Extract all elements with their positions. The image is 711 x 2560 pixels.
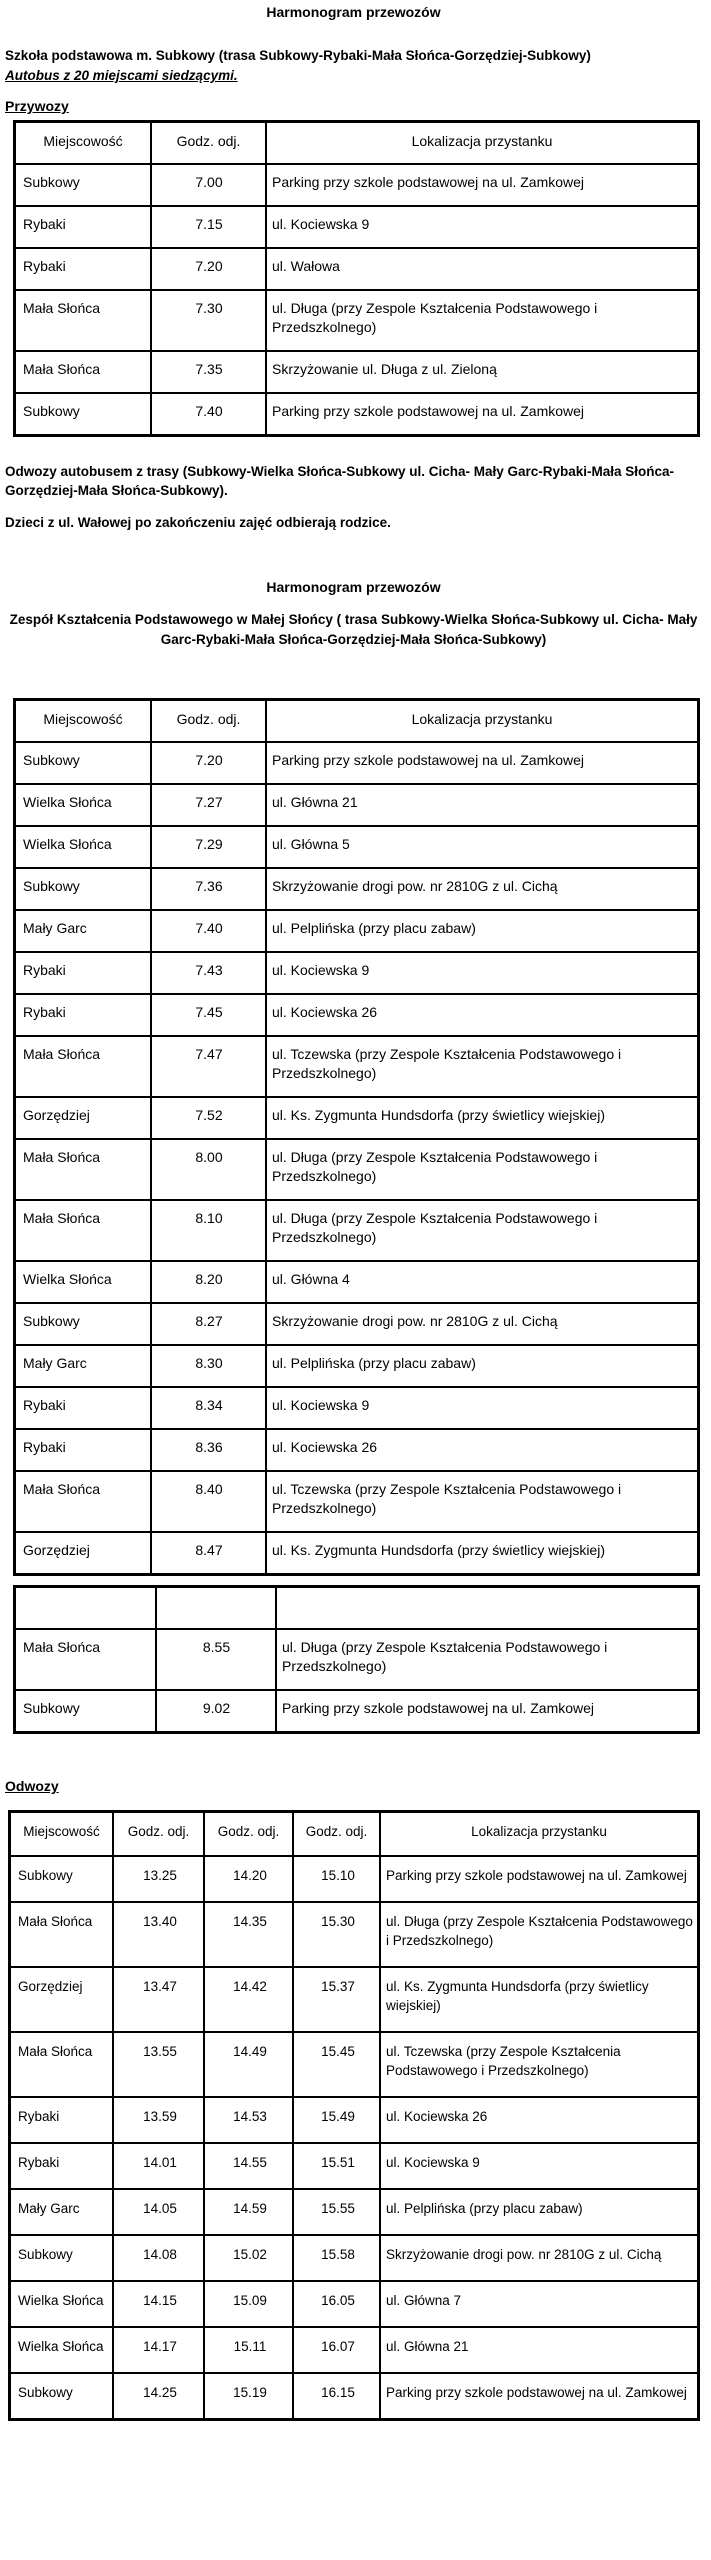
table-cell bbox=[156, 1587, 276, 1630]
table-cell: 7.00 bbox=[151, 164, 266, 206]
table-cell: Mała Słońca bbox=[15, 1139, 152, 1200]
table-cell: 14.59 bbox=[204, 2189, 293, 2235]
table-cell: Skrzyżowanie drogi pow. nr 2810G z ul. Cichą bbox=[380, 2235, 699, 2281]
table-row bbox=[15, 1139, 699, 1200]
table-cell: 14.35 bbox=[204, 1902, 293, 1967]
table-cell: ul. Ks. Zygmunta Hundsdorfa (przy świetlicy wiejskiej) bbox=[266, 1532, 699, 1575]
column-header: Lokalizacja przystanku bbox=[266, 700, 699, 743]
table-cell: 15.19 bbox=[204, 2373, 293, 2420]
section3-departures-heading: Odwozy bbox=[5, 1778, 59, 1794]
table-header-row bbox=[15, 122, 699, 165]
table-cell: Mała Słońca bbox=[15, 1200, 152, 1261]
table-cell: Gorzędziej bbox=[10, 1967, 114, 2032]
table-row bbox=[15, 1261, 699, 1303]
table-cell: 14.53 bbox=[204, 2097, 293, 2143]
table-row bbox=[10, 2097, 699, 2143]
section1-parents-note: Dzieci z ul. Wałowej po zakończeniu zajęć odbierają rodzice. bbox=[5, 515, 391, 530]
arrivals-table-section1 bbox=[13, 120, 700, 437]
table-cell: 13.25 bbox=[113, 1856, 204, 1902]
table-cell: 15.45 bbox=[293, 2032, 380, 2097]
table-cell: Mała Słońca bbox=[15, 1036, 152, 1097]
table-cell: ul. Pelplińska (przy placu zabaw) bbox=[266, 910, 699, 952]
table-cell: ul. Tczewska (przy Zespole Kształcenia Podstawowego i Przedszkolnego) bbox=[266, 1471, 699, 1532]
table-row bbox=[15, 248, 699, 290]
table-row bbox=[15, 393, 699, 436]
table-cell: 8.47 bbox=[151, 1532, 266, 1575]
section1-route-line: Szkoła podstawowa m. Subkowy (trasa Subkowy-Rybaki-Mała Słońca-Gorzędziej-Subkowy) bbox=[5, 48, 591, 63]
table-row bbox=[10, 1902, 699, 1967]
table-cell: Subkowy bbox=[15, 1690, 157, 1733]
column-header: Godz. odj. bbox=[151, 700, 266, 743]
table-cell: 8.40 bbox=[151, 1471, 266, 1532]
table-row bbox=[15, 784, 699, 826]
table-cell: ul. Długa (przy Zespole Kształcenia Podstawowego i Przedszkolnego) bbox=[266, 1139, 699, 1200]
table-cell: Subkowy bbox=[15, 1303, 152, 1345]
table-row bbox=[15, 1429, 699, 1471]
table-row bbox=[15, 164, 699, 206]
table-cell: 13.47 bbox=[113, 1967, 204, 2032]
table-cell: Wielka Słońca bbox=[10, 2281, 114, 2327]
table-cell: 13.55 bbox=[113, 2032, 204, 2097]
table-cell: 15.11 bbox=[204, 2327, 293, 2373]
table-cell bbox=[276, 1587, 699, 1630]
table-row bbox=[10, 2281, 699, 2327]
document-title: Harmonogram przewozów bbox=[266, 4, 441, 20]
table-cell: 7.36 bbox=[151, 868, 266, 910]
table-cell: 8.00 bbox=[151, 1139, 266, 1200]
table-cell: 16.15 bbox=[293, 2373, 380, 2420]
arrivals-table-section2 bbox=[13, 698, 700, 1576]
table-cell: Mały Garc bbox=[15, 1345, 152, 1387]
table-row bbox=[15, 910, 699, 952]
column-header: Godz. odj. bbox=[293, 1812, 380, 1857]
table-cell: 8.20 bbox=[151, 1261, 266, 1303]
table-cell: Rybaki bbox=[15, 248, 152, 290]
table-cell: 15.55 bbox=[293, 2189, 380, 2235]
table-cell: 9.02 bbox=[156, 1690, 276, 1733]
table-cell: ul. Tczewska (przy Zespole Kształcenia Podstawowego i Przedszkolnego) bbox=[380, 2032, 699, 2097]
table-cell: Mała Słońca bbox=[10, 1902, 114, 1967]
table-row bbox=[15, 1387, 699, 1429]
table-cell: 7.27 bbox=[151, 784, 266, 826]
table-row bbox=[15, 1036, 699, 1097]
table-cell: Subkowy bbox=[15, 742, 152, 784]
document-title-2: Harmonogram przewozów bbox=[266, 579, 441, 595]
table-cell: Mała Słońca bbox=[15, 290, 152, 351]
table-cell: Gorzędziej bbox=[15, 1532, 152, 1575]
table-row bbox=[10, 2032, 699, 2097]
table-cell: 14.25 bbox=[113, 2373, 204, 2420]
table-cell: ul. Wałowa bbox=[266, 248, 699, 290]
table-cell: 8.27 bbox=[151, 1303, 266, 1345]
table-cell: 15.10 bbox=[293, 1856, 380, 1902]
table-row bbox=[15, 206, 699, 248]
table-row bbox=[15, 1345, 699, 1387]
table-cell: ul. Kociewska 26 bbox=[380, 2097, 699, 2143]
column-header: Godz. odj. bbox=[204, 1812, 293, 1857]
table-cell: 7.15 bbox=[151, 206, 266, 248]
table-cell: Mała Słońca bbox=[15, 1629, 157, 1690]
column-header: Miejscowość bbox=[15, 700, 152, 743]
departures-table bbox=[8, 1810, 700, 2421]
table-cell: 14.17 bbox=[113, 2327, 204, 2373]
table-cell: Subkowy bbox=[10, 1856, 114, 1902]
section2-route-line: Zespół Kształcenia Podstawowego w Małej Słońcy ( trasa Subkowy-Wielka Słońca-Subkowy ul. Cicha- Mały Garc-Rybaki-Mała Słońca-Gorzędziej-Mała Słońca-Subkowy) bbox=[9, 612, 698, 647]
table-row bbox=[10, 2189, 699, 2235]
table-cell: 7.29 bbox=[151, 826, 266, 868]
table-cell: ul. Długa (przy Zespole Kształcenia Podstawowego i Przedszkolnego) bbox=[266, 1200, 699, 1261]
table-cell: ul. Pelplińska (przy placu zabaw) bbox=[266, 1345, 699, 1387]
table-cell: 14.08 bbox=[113, 2235, 204, 2281]
table-row bbox=[15, 1629, 699, 1690]
table-cell: Subkowy bbox=[10, 2373, 114, 2420]
table-cell: 7.45 bbox=[151, 994, 266, 1036]
column-header: Lokalizacja przystanku bbox=[266, 122, 699, 165]
table-cell: ul. Kociewska 9 bbox=[266, 952, 699, 994]
table-cell: 15.02 bbox=[204, 2235, 293, 2281]
table-cell: Rybaki bbox=[15, 994, 152, 1036]
table-row bbox=[10, 1856, 699, 1902]
table-cell: 7.43 bbox=[151, 952, 266, 994]
table-cell: 7.30 bbox=[151, 290, 266, 351]
table-cell: ul. Kociewska 26 bbox=[266, 994, 699, 1036]
table-cell: 15.09 bbox=[204, 2281, 293, 2327]
table-cell: ul. Kociewska 26 bbox=[266, 1429, 699, 1471]
table-cell: 15.51 bbox=[293, 2143, 380, 2189]
table-row bbox=[15, 1471, 699, 1532]
table-cell: Mała Słońca bbox=[15, 1471, 152, 1532]
table-row bbox=[10, 2143, 699, 2189]
column-header: Godz. odj. bbox=[151, 122, 266, 165]
table-cell: ul. Ks. Zygmunta Hundsdorfa (przy świetlicy wiejskiej) bbox=[380, 1967, 699, 2032]
table-header-row bbox=[15, 700, 699, 743]
table-cell: 7.20 bbox=[151, 248, 266, 290]
table-cell: 8.55 bbox=[156, 1629, 276, 1690]
table-cell: ul. Tczewska (przy Zespole Kształcenia Podstawowego i Przedszkolnego) bbox=[266, 1036, 699, 1097]
table-cell: Subkowy bbox=[15, 868, 152, 910]
table-cell: Mała Słońca bbox=[15, 351, 152, 393]
table-row bbox=[15, 1200, 699, 1261]
table-cell: Gorzędziej bbox=[15, 1097, 152, 1139]
table-cell: 7.40 bbox=[151, 393, 266, 436]
table-cell: ul. Kociewska 9 bbox=[380, 2143, 699, 2189]
table-row bbox=[15, 994, 699, 1036]
table-row bbox=[15, 1690, 699, 1733]
table-cell: 15.58 bbox=[293, 2235, 380, 2281]
table-cell: 15.49 bbox=[293, 2097, 380, 2143]
table-cell: 8.10 bbox=[151, 1200, 266, 1261]
table-cell: Wielka Słońca bbox=[15, 826, 152, 868]
table-cell: 16.05 bbox=[293, 2281, 380, 2327]
table-cell: 7.35 bbox=[151, 351, 266, 393]
table-cell: ul. Główna 21 bbox=[266, 784, 699, 826]
table-cell: Rybaki bbox=[15, 206, 152, 248]
table-cell: Parking przy szkole podstawowej na ul. Zamkowej bbox=[276, 1690, 699, 1733]
table-cell: 8.34 bbox=[151, 1387, 266, 1429]
arrivals-extra-table-section2 bbox=[13, 1585, 700, 1734]
table-cell: ul. Pelplińska (przy placu zabaw) bbox=[380, 2189, 699, 2235]
table-cell: 7.47 bbox=[151, 1036, 266, 1097]
column-header: Miejscowość bbox=[10, 1812, 114, 1857]
table-cell: Skrzyżowanie drogi pow. nr 2810G z ul. Cichą bbox=[266, 868, 699, 910]
table-row bbox=[10, 1967, 699, 2032]
table-cell: 13.59 bbox=[113, 2097, 204, 2143]
table-cell: Rybaki bbox=[15, 952, 152, 994]
table-cell: Rybaki bbox=[15, 1429, 152, 1471]
table-row bbox=[15, 868, 699, 910]
table-cell: ul. Długa (przy Zespole Kształcenia Podstawowego i Przedszkolnego) bbox=[276, 1629, 699, 1690]
table-cell: ul. Kociewska 9 bbox=[266, 1387, 699, 1429]
table-cell: ul. Główna 5 bbox=[266, 826, 699, 868]
table-row bbox=[15, 952, 699, 994]
table-cell: Parking przy szkole podstawowej na ul. Zamkowej bbox=[266, 742, 699, 784]
table-cell: Subkowy bbox=[15, 393, 152, 436]
table-cell: Mały Garc bbox=[15, 910, 152, 952]
table-cell: 7.40 bbox=[151, 910, 266, 952]
table-cell: Parking przy szkole podstawowej na ul. Zamkowej bbox=[380, 2373, 699, 2420]
table-row bbox=[15, 1532, 699, 1575]
table-row bbox=[15, 1587, 699, 1630]
table-cell: 15.37 bbox=[293, 1967, 380, 2032]
table-cell: 14.05 bbox=[113, 2189, 204, 2235]
table-cell: 8.30 bbox=[151, 1345, 266, 1387]
table-cell: 14.20 bbox=[204, 1856, 293, 1902]
table-row bbox=[10, 2373, 699, 2420]
table-cell: Parking przy szkole podstawowej na ul. Zamkowej bbox=[380, 1856, 699, 1902]
table-row bbox=[15, 742, 699, 784]
table-cell: ul. Główna 7 bbox=[380, 2281, 699, 2327]
table-cell: ul. Ks. Zygmunta Hundsdorfa (przy świetlicy wiejskiej) bbox=[266, 1097, 699, 1139]
table-cell: 14.55 bbox=[204, 2143, 293, 2189]
table-cell: 7.52 bbox=[151, 1097, 266, 1139]
table-cell: Rybaki bbox=[10, 2097, 114, 2143]
table-cell: ul. Długa (przy Zespole Kształcenia Podstawowego i Przedszkolnego) bbox=[380, 1902, 699, 1967]
table-cell: 14.01 bbox=[113, 2143, 204, 2189]
table-cell: Rybaki bbox=[10, 2143, 114, 2189]
table-cell: Mała Słońca bbox=[10, 2032, 114, 2097]
table-cell: ul. Kociewska 9 bbox=[266, 206, 699, 248]
table-header-row bbox=[10, 1812, 699, 1857]
table-cell: ul. Długa (przy Zespole Kształcenia Podstawowego i Przedszkolnego) bbox=[266, 290, 699, 351]
table-row bbox=[15, 1303, 699, 1345]
table-row bbox=[10, 2327, 699, 2373]
column-header: Godz. odj. bbox=[113, 1812, 204, 1857]
table-cell: ul. Główna 21 bbox=[380, 2327, 699, 2373]
column-header: Lokalizacja przystanku bbox=[380, 1812, 699, 1857]
table-cell: 14.42 bbox=[204, 1967, 293, 2032]
section1-arrivals-heading: Przywozy bbox=[5, 98, 69, 114]
table-cell: Rybaki bbox=[15, 1387, 152, 1429]
table-row bbox=[15, 290, 699, 351]
table-cell: 7.20 bbox=[151, 742, 266, 784]
table-cell: 13.40 bbox=[113, 1902, 204, 1967]
table-cell: Skrzyżowanie drogi pow. nr 2810G z ul. Cichą bbox=[266, 1303, 699, 1345]
column-header: Miejscowość bbox=[15, 122, 152, 165]
table-cell: Wielka Słońca bbox=[15, 784, 152, 826]
section1-return-note: Odwozy autobusem z trasy (Subkowy-Wielka Słońca-Subkowy ul. Cicha- Mały Garc-Rybaki-Mała Słońca-Gorzędziej-Mała Słońca-Subkowy). bbox=[5, 464, 675, 498]
table-row bbox=[15, 826, 699, 868]
table-cell: Skrzyżowanie ul. Długa z ul. Zieloną bbox=[266, 351, 699, 393]
table-row bbox=[15, 351, 699, 393]
table-cell: Subkowy bbox=[15, 164, 152, 206]
table-cell: Wielka Słońca bbox=[15, 1261, 152, 1303]
table-cell: Subkowy bbox=[10, 2235, 114, 2281]
table-cell: 14.15 bbox=[113, 2281, 204, 2327]
section1-bus-note: Autobus z 20 miejscami siedzącymi. bbox=[5, 68, 238, 83]
table-row bbox=[10, 2235, 699, 2281]
table-cell: 16.07 bbox=[293, 2327, 380, 2373]
table-cell bbox=[15, 1587, 157, 1630]
table-cell: Wielka Słońca bbox=[10, 2327, 114, 2373]
table-cell: 8.36 bbox=[151, 1429, 266, 1471]
table-cell: 14.49 bbox=[204, 2032, 293, 2097]
table-cell: 15.30 bbox=[293, 1902, 380, 1967]
table-cell: Mały Garc bbox=[10, 2189, 114, 2235]
table-cell: ul. Główna 4 bbox=[266, 1261, 699, 1303]
table-row bbox=[15, 1097, 699, 1139]
table-cell: Parking przy szkole podstawowej na ul. Zamkowej bbox=[266, 164, 699, 206]
table-cell: Parking przy szkole podstawowej na ul. Zamkowej bbox=[266, 393, 699, 436]
